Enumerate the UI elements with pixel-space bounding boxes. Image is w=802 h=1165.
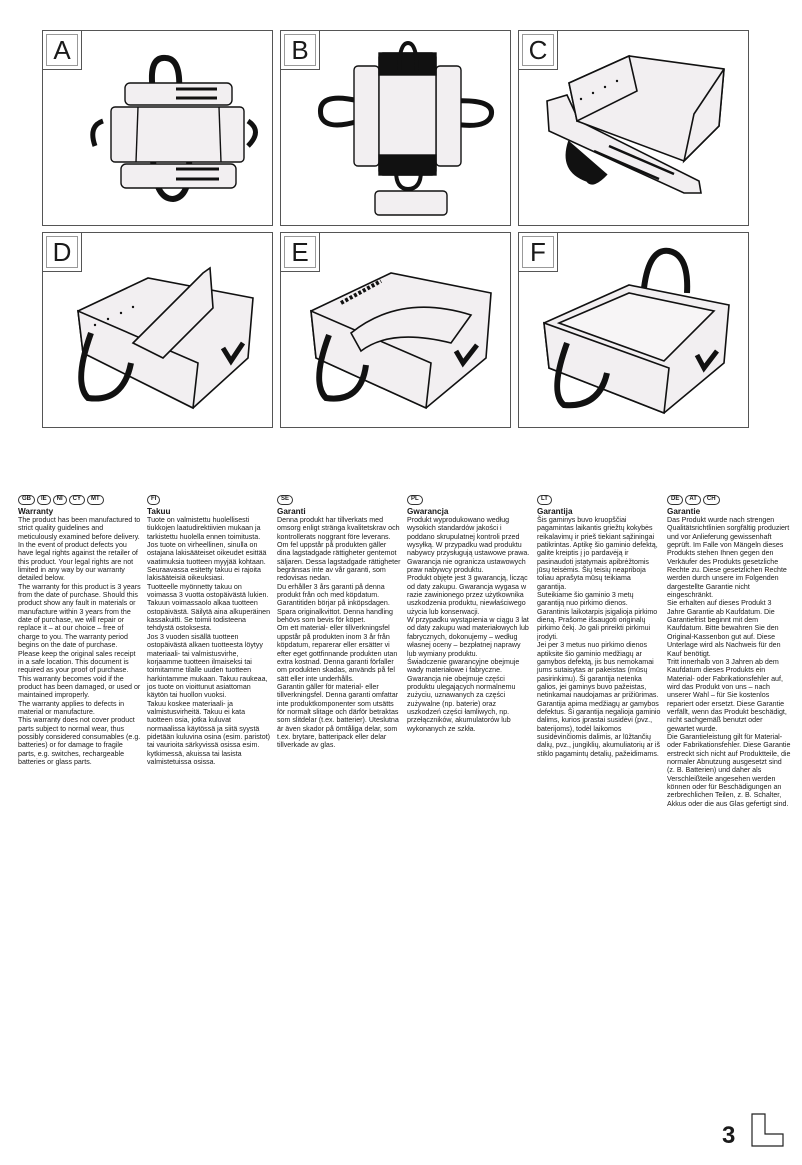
figure-label: F (518, 232, 558, 272)
paragraph: Tuote on valmistettu huolellisesti tiukkojen laatudirektiivien mukaan ja tarkistettu huolella ennen toimitusta. Jos tuote on virheellinen, sinulla on ostajana lakisääteiset oikeudet esittää vaatimuksia tuotteen myyjää kohtaan. Seuraavassa esitetty takuu ei rajoita lakisääteisiä oikeuksiasi. (147, 516, 267, 583)
paragraph: Šis gaminys buvo kruopščiai pagamintas laikantis griežtų kokybės reikalavimų ir prieš tiekiant sąžiningai patikrintas. Aptikę šio gaminio defektą, galite kreiptis į jo pardavėją ir pasinaudoti įstatymais apibrėžtomis jūsų teisėmis. Šių teisių neapriboja toliau aprašyta mūsų teikiama garantija. (537, 516, 658, 591)
warranty-section-en (18, 495, 142, 766)
paragraph: Om ett material- eller tillverkningsfel uppstår på produkten inom 3 år från köpdatum, reparerar eller ersätter vi efter eget gottfinnande produkten utan extra kostnad. Denna garanti förfaller om produkten skadas, används på fel sätt eller inte underhålls. (277, 624, 398, 683)
paragraph: W przypadku wystąpienia w ciągu 3 lat od daty zakupu wad materiałowych lub fabrycznych, dokonujemy – według własnej oceny – bezpłatnej naprawy lub wymiany produktu. (407, 616, 529, 658)
paragraph: Sie erhalten auf dieses Produkt 3 Jahre Garantie ab Kaufdatum. Die Garantiefrist beginnt mit dem Kaufdatum. Bitte bewahren Sie den Original-Kassenbon gut auf. Diese Unterlage wird als Nachweis für den Kauf benötigt. (667, 599, 781, 658)
paragraph: Tritt innerhalb von 3 Jahren ab dem Kaufdatum dieses Produkts ein Material- oder Fabrikationsfehler auf, wird das Produkt von uns – nach unserer Wahl – für Sie kostenlos repariert oder ersetzt. Diese Garantie verfällt, wenn das Produkt beschädigt, nicht sachgemäß benutzt oder gewartet wurde. (667, 657, 787, 733)
warranty-section-se (277, 495, 401, 750)
bag-folding-illustration (519, 31, 750, 227)
country-badge: CY (69, 495, 85, 505)
figure-b (280, 30, 511, 226)
bag-with-divider-illustration (43, 233, 274, 429)
country-badge: AT (685, 495, 701, 505)
paragraph: Du erhåller 3 års garanti på denna produkt från och med köpdatum. Garantitiden börjar på inköpsdagen. Spara originalkvittot. Denna handling behövs som bevis för köpet. (277, 582, 393, 625)
paragraph: Please keep the original sales receipt in a safe location. This document is required as your proof of purchase. This warranty becomes void if the product has been damaged, or used or maintained improperly. (18, 649, 141, 700)
paragraph: Denna produkt har tillverkats med omsorg enligt stränga kvalitetskrav och kontrollerats noggrant före leverans. Om fel uppstår på produkten gäller dina lagstadgade rättigheter gentemot säljaren. Dessa lagstadgade rättigheter begränsas inte av vår garanti, som redovisas nedan. (277, 516, 401, 583)
section-title: Takuu (147, 506, 171, 516)
figure-a (42, 30, 273, 226)
paragraph: Garantin gäller för material- eller tillverkningsfel. Denna garanti omfattar inte produktkomponenter som utsätts för normalt slitage och därför betraktas som slitdelar (t.ex. batterier). Uteslutna är även skador på ömtåliga delar, som t.ex. brytare, batteripack eller delar tillverkade av glas. (277, 682, 399, 750)
country-badge: DE (667, 495, 683, 505)
paragraph: This warranty does not cover product parts subject to normal wear, thus possibly considered consumables (e.g. batteries) or for damage to fragile parts, e.g. switches, rechargeable batteries or glass parts. (18, 716, 141, 766)
country-badge: GB (18, 495, 35, 505)
page-corner-icon (746, 1112, 786, 1148)
paragraph: Suteikiame šio gaminio 3 metų garantiją nuo pirkimo dienos. Garantinis laikotarpis įsigalioja pirkimo dieną. Prašome išsaugoti originalų pirkimo čekį. Jo gali prireikti pirkimui įrodyti. (537, 591, 658, 641)
paragraph: Die Garantieleistung gilt für Material- oder Fabrikationsfehler. Diese Garantie erstreckt sich nicht auf Produktteile, die normaler Abnutzung ausgesetzt sind (z. B. Batterien) und daher als Verschleißteile angesehen werden können oder für Beschädigungen an zerbrechlichen Teilen, z. B. Schalter, Akkus oder die aus Glas gefertigt sind. (667, 732, 791, 808)
country-badge: SE (277, 495, 293, 505)
country-badges (18, 495, 142, 505)
paragraph: Świadczenie gwarancyjne obejmuje wady materiałowe i fabryczne. Gwarancja nie obejmuje części produktu ulegających normalnemu zużyciu, uznawanych za części zużywalne (np. baterie) oraz uszkodzeń części łamliwych, np. przełączników, akumulatorów lub wykonanych ze szkła. (407, 657, 520, 733)
country-badges (537, 495, 661, 505)
paragraph: The warranty applies to defects in material or manufacture. (18, 699, 125, 716)
bag-unfolded-with-board-illustration (281, 31, 512, 227)
country-badge: PL (407, 495, 423, 505)
country-badge: CH (703, 495, 720, 505)
country-badges (407, 495, 531, 505)
paragraph: Takuu koskee materiaali- ja valmistusvirheitä. Takuu ei kata tuotteen osia, jotka kuluvat normaalissa käytössä ja siitä syystä pidetään kuluvina osina (esim. paristot) tai vaurioita särkyvissä osissa esim. kytkimessä, akuissa tai lasista valmistetuissa osissa. (147, 699, 271, 766)
figure-label: E (280, 232, 320, 272)
country-badge: IE (37, 495, 51, 505)
paragraph: Tuotteelle myönnetty takuu on voimassa 3 vuotta ostopäivästä lukien. Takuun voimassaolo alkaa tuotteen ostopäivästä. Säilytä aina alkuperäinen kassakuitti. Se toimii todisteena tehdystä ostoksesta. (147, 582, 271, 633)
paragraph: Das Produkt wurde nach strengen Qualitätsrichtlinien sorgfältig produziert und vor Anlieferung gewissenhaft geprüft. Im Falle von Mängeln dieses Produkts stehen Ihnen gegen den Verkäufer des Produkts gesetzliche Rechte zu. Diese gesetzlichen Rechte werden durch unsere im Folgenden dargestellte Garantie nicht eingeschränkt. (667, 516, 790, 600)
paragraph: The product has been manufactured to strict quality guidelines and meticulously examined before delivery. In the event of product defects you have legal rights against the retailer of this product. Your legal rights are not limited in any way by our warranty detailed below. (18, 516, 141, 583)
section-title: Garantie (667, 506, 701, 516)
paragraph: Produkt objęte jest 3 gwarancją, licząc od daty zakupu. Gwarancja wygasa w razie zawinionego przez użytkownika uszkodzenia produktu, niewłaściwego użycia lub konserwacji. (407, 574, 528, 616)
bag-divider-fold-illustration (281, 233, 512, 429)
country-badge: LT (537, 495, 552, 505)
figure-label: D (42, 232, 82, 272)
country-badge: FI (147, 495, 160, 505)
country-badges (277, 495, 401, 505)
page-number: 3 (722, 1122, 736, 1149)
section-title: Garantija (537, 506, 573, 516)
bag-unfolded-illustration (43, 31, 274, 227)
country-badges (147, 495, 271, 505)
paragraph: Produkt wyprodukowano według wysokich standardów jakości i poddano skrupulatnej kontroli przed wysyłką. W przypadku wad produktu nabywcy przysługują ustawowe prawa. Gwarancja nie ogranicza ustawowych praw nabywcy produktu. (407, 516, 530, 575)
section-title: Gwarancja (407, 506, 449, 516)
country-badge: MT (87, 495, 104, 505)
figure-d (42, 232, 273, 428)
section-title: Garanti (277, 506, 306, 516)
warranty-section-fi (147, 495, 271, 766)
figure-label: B (280, 30, 320, 70)
warranty-section-de (667, 495, 791, 808)
figure-e (280, 232, 511, 428)
country-badge: NI (53, 495, 67, 505)
paragraph: Jos 3 vuoden sisällä tuotteen ostopäivästä alkaen tuotteesta löytyy materiaali- tai valmistusvirhe, korjaamme tuotteen ilmaiseksi tai toimitamme tilalle uuden tuotteen harkintamme mukaan. Takuu raukeaa, jos tuote on vioittunut asiattoman käytön tai huollon vuoksi. (147, 632, 268, 700)
paragraph: The warranty for this product is 3 years from the date of purchase. Should this product show any fault in materials or manufacture within 3 years from the date of purchase, we will repair or replace it – at our choice – free of charge to you. The warranty period begins on the date of purchase. (18, 582, 141, 650)
paragraph: Garantija apima medžiagų ar gamybos defektus. Ši garantija negalioja gaminio dalims, kurios įprastai susidėvi (pvz., baterijoms), todėl laikomos susidėvinčiomis dalimis, ar lūžtančių dalių, pvz., jungiklių, akumuliatorių ar iš stiklo pagamintų detalių, pažeidimams. (537, 699, 661, 758)
figure-c (518, 30, 749, 226)
figure-f (518, 232, 749, 428)
bag-assembled-illustration (519, 233, 750, 429)
warranty-section-lt (537, 495, 661, 758)
warranty-section-pl (407, 495, 531, 733)
paragraph: Jei per 3 metus nuo pirkimo dienos aptiksite šio gaminio medžiagų ar gamybos defektą, jis bus nemokamai jums sutaisytas ar pakeistas (mūsų pasirinkimu). Ši garantija netenka galios, jei gaminys buvo pažeistas, netinkamai naudojamas ar prižiūrimas. (537, 641, 659, 700)
section-title: Warranty (18, 506, 54, 516)
figure-label: C (518, 30, 558, 70)
country-badges (667, 495, 791, 505)
figure-label: A (42, 30, 82, 70)
